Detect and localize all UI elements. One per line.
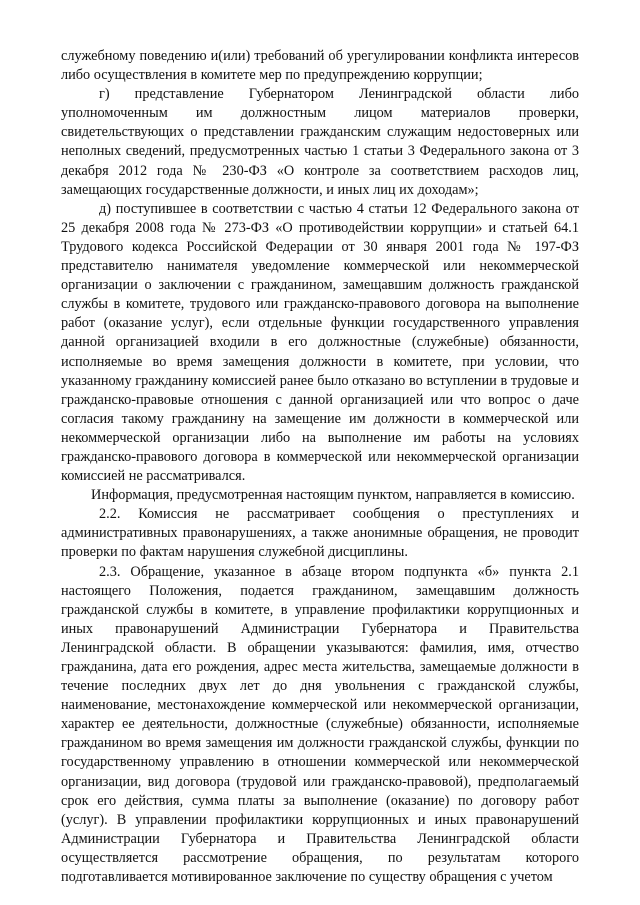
paragraph-item-d: д) поступившее в соответствии с частью 4 статьи 12 Федерального закона от 25 декабря 2008 года № 273-ФЗ «О противодействии коррупции» и статьей 64.1 Трудового кодекса Российской Федерации от 30 января 2001 года № 197-ФЗ представителю нанимателя уведомление коммерческой или некоммерческой организации о заключении с гражданином, замещавшим должность гражданской службы в комитете, трудового или гражданско-правового договора на выполнение работ (оказание услуг), если отдельные функции государственного управления данной организацией входили в его должностные (служебные) обязанности, исполняемые во время замещения должности в комитете, при условии, что указанному гражданину комиссией ранее было отказано во вступлении в трудовые и гражданско-правовые отношения с данной организацией или что вопрос о даче согласия такому гражданину на замещение им должности в коммерческой или некоммерческой организации либо на выполнение им работы на условиях гражданско-правового договора в коммерческой или некоммерческой организации комиссией не рассматривался. [61, 200, 579, 485]
document-body [61, 47, 579, 887]
paragraph-continuation: служебному поведению и(или) требований об урегулировании конфликта интересов либо осуществления в комитете мер по предупреждению коррупции; [61, 48, 579, 84]
paragraph-2-3: 2.3. Обращение, указанное в абзаце втором подпункта «б» пункта 2.1 настоящего Положения, подается гражданином, замещавшим должность гражданской службы в комитете, в управление профилактики коррупционных и иных правонарушений Администрации Губернатора и Правительства Ленинградской области. В обращении указываются: фамилия, имя, отчество гражданина, дата его рождения, адрес места жительства, замещаемые должности в течение последних двух лет до дня увольнения с гражданской службы, наименование, местонахождение коммерческой или некоммерческой организации, характер ее деятельности, должностные (служебные) обязанности, исполняемые гражданином во время замещения им должности гражданской службы, функции по государственному управлению в отношении коммерческой или некоммерческой организации, вид договора (трудовой или гражданско-правовой), предполагаемый срок его действия, сумма платы за выполнение (оказание) по договору работ (услуг). В управлении профилактики коррупционных и иных правонарушений Администрации Губернатора и Правительства Ленинградской области осуществляется рассмотрение обращения, по результатам которого подготавливается мотивированное заключение по существу обращения с учетом [61, 563, 579, 886]
paragraph-item-g: г) представление Губернатором Ленинградской области либо уполномоченным им должностным лицом материалов проверки, свидетельствующих о представлении гражданским служащим недостоверных или неполных сведений, предусмотренных частью 1 статьи 3 Федерального закона от 3 декабря 2012 года № 230-ФЗ «О контроле за соответствием расходов лиц, замещающих государственные должности, и иных лиц их доходам»; [61, 86, 579, 198]
paragraph-2-2: 2.2. Комиссия не рассматривает сообщения о преступлениях и административных правонарушениях, а также анонимные обращения, не проводит проверки по фактам нарушения служебной дисциплины. [61, 506, 579, 561]
paragraph-information-note: Информация, предусмотренная настоящим пунктом, направляется в комиссию. [91, 487, 575, 504]
